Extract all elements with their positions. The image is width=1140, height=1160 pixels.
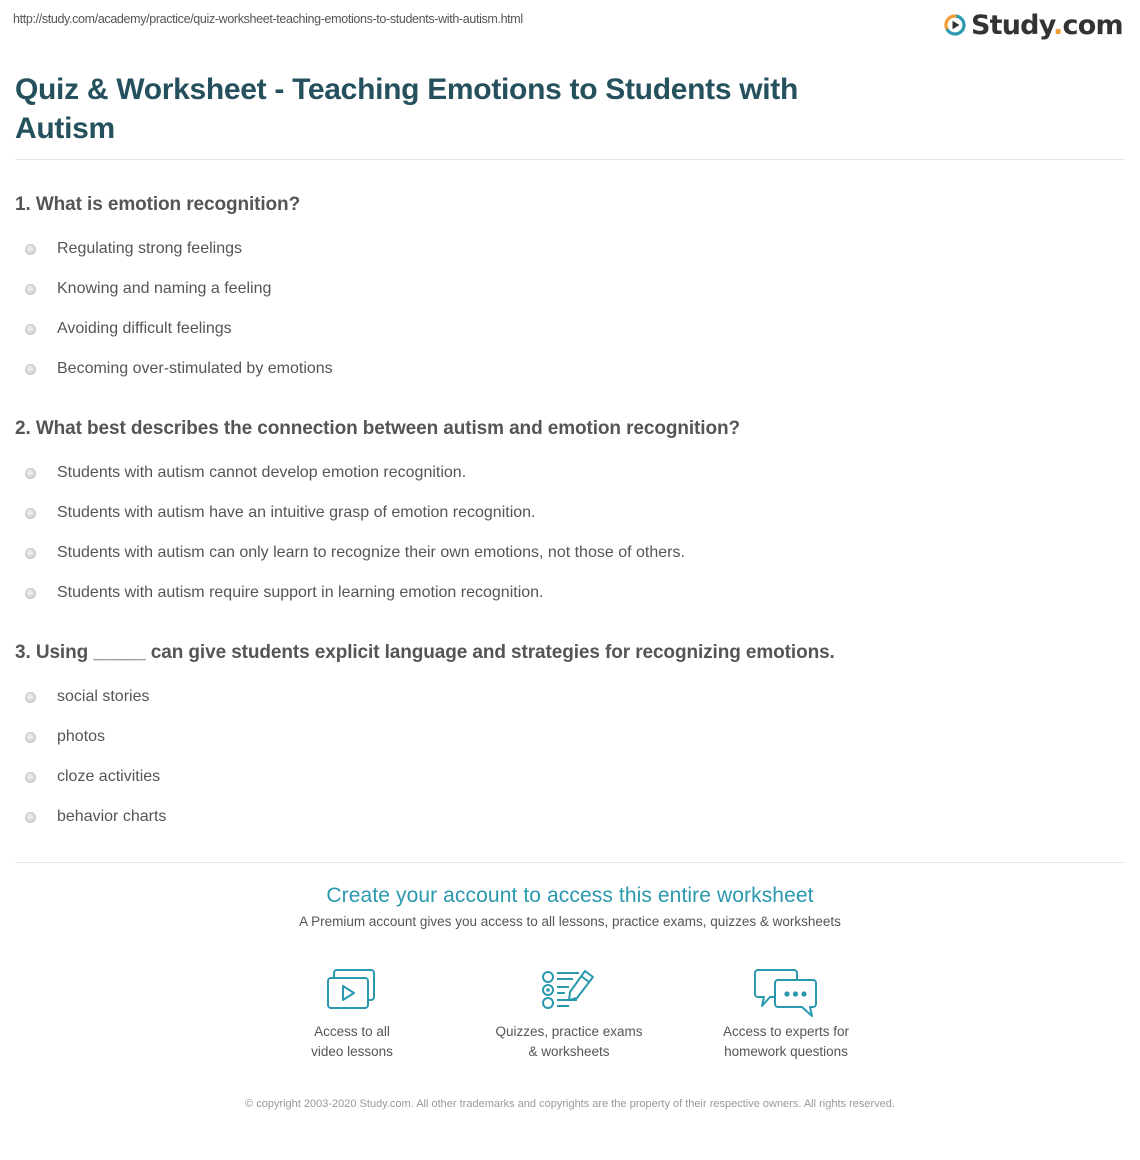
answer-option[interactable] <box>15 493 740 533</box>
video-lessons-icon <box>326 968 378 1012</box>
question-text: 1. What is emotion recognition? <box>15 194 301 215</box>
logo-text: Study.com <box>971 9 1123 41</box>
feature-label: Quizzes, practice exams & worksheets <box>495 1024 643 1059</box>
page-header <box>0 0 1140 50</box>
answer-option[interactable] <box>15 349 333 389</box>
answer-option[interactable] <box>15 309 333 349</box>
question-1 <box>15 194 333 389</box>
radio-button[interactable] <box>25 468 36 479</box>
question-text: 2. What best describes the connection between autism and emotion recognition? <box>15 418 740 439</box>
radio-button[interactable] <box>25 732 36 743</box>
radio-button[interactable] <box>25 812 36 823</box>
feature-label: Access to experts for homework questions <box>722 1024 850 1059</box>
page-title: Quiz & Worksheet - Teaching Emotions to Students with Autism <box>15 73 799 145</box>
option-label: Regulating strong feelings <box>57 240 243 257</box>
question-3 <box>15 642 835 837</box>
radio-button[interactable] <box>25 508 36 519</box>
feature-video-lessons <box>262 968 442 1062</box>
option-label: Knowing and naming a feeling <box>57 280 272 297</box>
answer-option[interactable] <box>15 573 740 613</box>
feature-label: Access to all video lessons <box>311 1024 393 1059</box>
option-label: Students with autism have an intuitive grasp of emotion recognition. <box>57 504 536 521</box>
radio-button[interactable] <box>25 692 36 703</box>
title-divider <box>15 159 1125 160</box>
feature-quizzes <box>479 968 659 1062</box>
option-label: Becoming over-stimulated by emotions <box>57 360 333 377</box>
radio-button[interactable] <box>25 548 36 559</box>
answer-option[interactable] <box>15 717 835 757</box>
option-label: photos <box>57 728 106 745</box>
chat-bubbles-icon <box>754 968 818 1018</box>
answer-option[interactable] <box>15 797 835 837</box>
play-circle-icon <box>944 14 966 36</box>
radio-button[interactable] <box>25 284 36 295</box>
cta-title-link[interactable]: Create your account to access this entire worksheet <box>326 884 814 907</box>
answer-option[interactable] <box>15 757 835 797</box>
question-text: 3. Using _____ can give students explicit language and strategies for recognizing emotions. <box>15 642 835 663</box>
quiz-checklist-icon <box>541 968 597 1012</box>
copyright-footer: © copyright 2003-2020 Study.com. All other trademarks and copyrights are the property of their respective owners. All rights reserved. <box>245 1098 895 1110</box>
radio-button[interactable] <box>25 364 36 375</box>
radio-button[interactable] <box>25 244 36 255</box>
answer-option[interactable] <box>15 453 740 493</box>
radio-button[interactable] <box>25 772 36 783</box>
option-label: Students with autism cannot develop emotion recognition. <box>57 464 467 481</box>
radio-button[interactable] <box>25 588 36 599</box>
feature-experts <box>696 968 876 1062</box>
answer-option[interactable] <box>15 229 333 269</box>
cta-subtitle: A Premium account gives you access to all lessons, practice exams, quizzes & worksheets <box>299 914 841 929</box>
question-2 <box>15 418 740 613</box>
option-label: Avoiding difficult feelings <box>57 320 232 337</box>
option-label: social stories <box>57 688 150 705</box>
answer-option[interactable] <box>15 533 740 573</box>
study-com-logo[interactable] <box>944 9 1123 41</box>
option-label: Students with autism can only learn to recognize their own emotions, not those of others. <box>57 544 685 561</box>
page-url: http://study.com/academy/practice/quiz-worksheet-teaching-emotions-to-students-with-autism.html <box>13 12 523 26</box>
radio-button[interactable] <box>25 324 36 335</box>
answer-option[interactable] <box>15 269 333 309</box>
answer-option[interactable] <box>15 677 835 717</box>
signup-cta <box>0 884 1140 929</box>
cta-divider <box>15 862 1125 863</box>
option-label: behavior charts <box>57 808 167 825</box>
option-label: cloze activities <box>57 768 161 785</box>
option-label: Students with autism require support in learning emotion recognition. <box>57 584 544 601</box>
